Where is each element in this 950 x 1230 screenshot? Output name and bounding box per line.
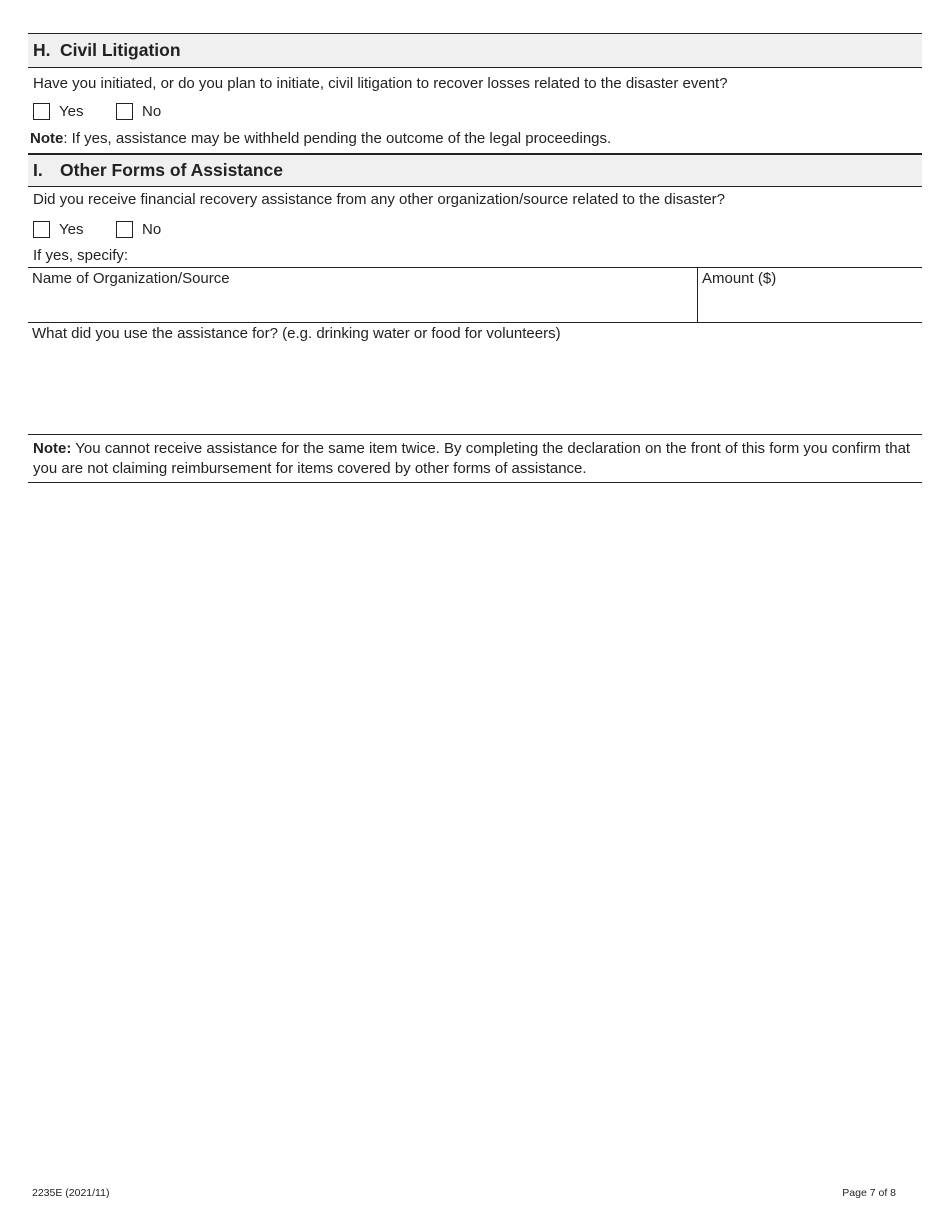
assistance-yes-label: Yes: [59, 220, 84, 238]
section-h-title: Civil Litigation: [60, 40, 181, 60]
assistance-yes-option[interactable]: [33, 221, 116, 238]
section-h-letter: H.: [33, 40, 51, 60]
assistance-source-table: [28, 267, 922, 323]
organization-name-field[interactable]: [28, 268, 698, 322]
litigation-note-label: Note: [30, 130, 64, 147]
form-page: [28, 33, 922, 483]
assistance-note-text: You cannot receive assistance for the same item twice. By completing the declaration on the front of this form you confirm that you are not claiming reimbursement for items covered by other forms of assistance.: [33, 440, 911, 477]
organization-name-label: Name of Organization/Source: [32, 270, 230, 287]
litigation-no-option[interactable]: [116, 103, 161, 120]
litigation-note: [28, 130, 922, 153]
litigation-no-label: No: [142, 102, 162, 120]
section-i-title: Other Forms of Assistance: [60, 160, 284, 180]
litigation-no-checkbox[interactable]: [116, 103, 133, 120]
assistance-no-option[interactable]: [116, 221, 161, 238]
amount-field[interactable]: [698, 268, 922, 322]
assistance-use-label: What did you use the assistance for? (e.g. drinking water or food for volunteers): [32, 325, 561, 342]
assistance-note-label: Note:: [33, 440, 72, 457]
assistance-yes-checkbox[interactable]: [33, 221, 50, 238]
litigation-question: Have you initiated, or do you plan to initiate, civil litigation to recover losses related to the disaster event?: [33, 75, 728, 92]
assistance-options: [28, 220, 922, 238]
section-h-header: [28, 33, 922, 68]
assistance-no-label: No: [142, 220, 162, 238]
litigation-yes-checkbox[interactable]: [33, 103, 50, 120]
if-yes-specify: If yes, specify:: [33, 247, 129, 264]
litigation-options: [28, 102, 922, 120]
litigation-note-text: : If yes, assistance may be withheld pending the outcome of the legal proceedings.: [63, 130, 612, 147]
assistance-question: Did you receive financial recovery assistance from any other organization/source related to the disaster?: [33, 191, 726, 208]
section-i-letter: I.: [33, 160, 43, 180]
section-i-header: [28, 153, 922, 187]
amount-label: Amount ($): [702, 270, 777, 287]
assistance-note: [28, 435, 922, 483]
page-number: Page 7 of 8: [842, 1187, 896, 1199]
litigation-yes-option[interactable]: [33, 103, 116, 120]
assistance-use-field[interactable]: [28, 323, 922, 435]
form-id: 2235E (2021/11): [32, 1187, 110, 1199]
litigation-yes-label: Yes: [59, 102, 84, 120]
assistance-no-checkbox[interactable]: [116, 221, 133, 238]
